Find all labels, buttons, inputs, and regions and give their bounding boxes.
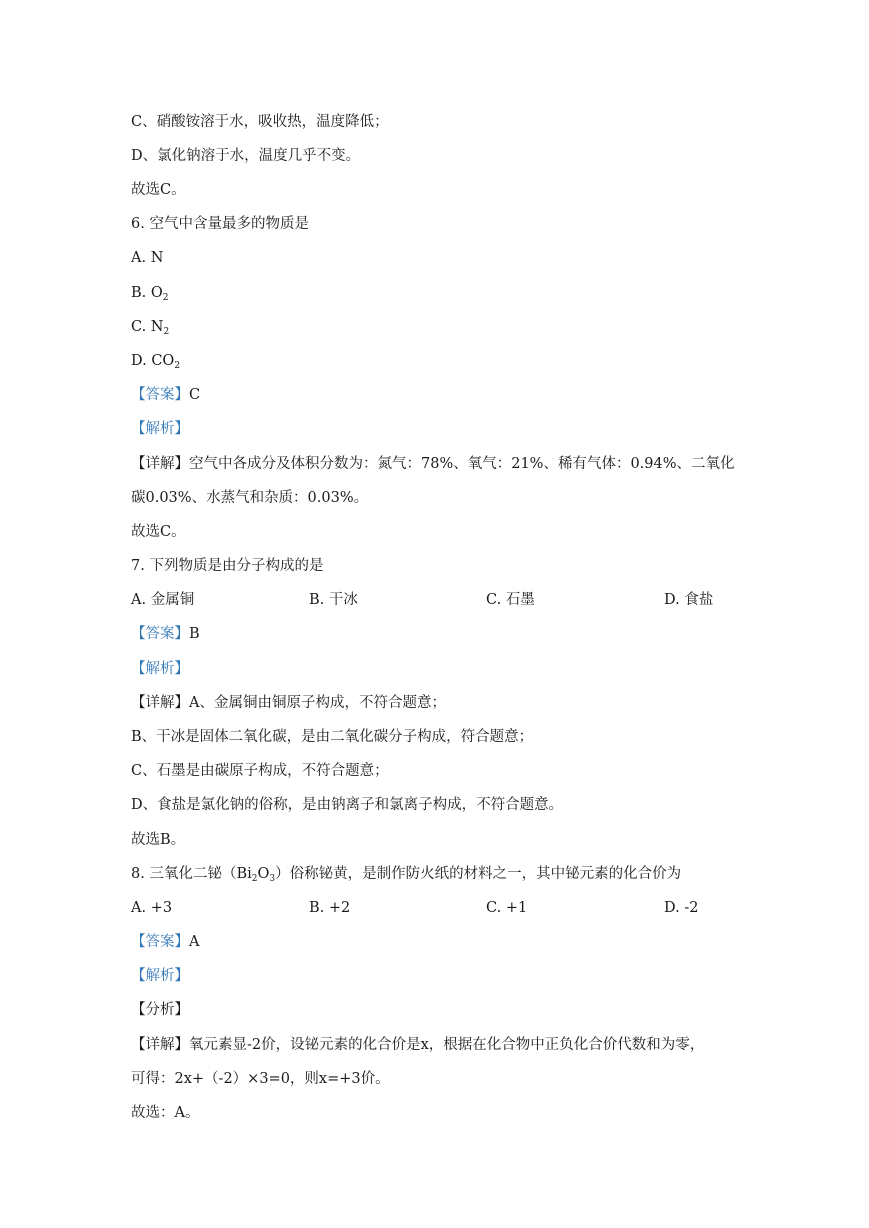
answer-value: A [189, 934, 200, 950]
option-7c: C. 石墨 [486, 592, 535, 608]
answer-tag: 【答案】 [131, 387, 189, 403]
question-text: ）俗称铋黄，是制作防火纸的材料之一，其中铋元素的化合价为 [275, 866, 682, 882]
option-text: D. CO [131, 353, 175, 369]
option-8a: A. +3 [131, 900, 173, 916]
subscript: 2 [163, 327, 170, 337]
subscript: 2 [251, 874, 258, 884]
detail-6 [131, 454, 735, 474]
answer-tag: 【答案】 [131, 934, 189, 950]
selection-8: 故选：A。 [131, 1105, 200, 1121]
option-6a: A. N [131, 250, 164, 266]
detail-tag: 【详解】 [131, 695, 189, 711]
option-text: C. N [131, 319, 164, 335]
detail-tag: 【详解】 [131, 1037, 189, 1053]
detail-7 [131, 693, 446, 713]
detail-8 [131, 1035, 704, 1055]
option-8d: D. -2 [664, 900, 699, 916]
detail-text: 空气中各成分及体积分数为：氮气：78%、氧气：21%、稀有气体：0.94%、二氧化 [189, 456, 735, 472]
detail-7-b: B、干冰是固体二氧化碳，是由二氧化碳分子构成，符合题意； [131, 729, 534, 745]
question-text: 8. 三氧化二铋（Bi [131, 866, 252, 882]
option-8c: C. +1 [486, 900, 528, 916]
detail-text: A、金属铜由铜原子构成，不符合题意； [189, 695, 446, 711]
option-7b: B. 干冰 [309, 592, 358, 608]
question-text: O [257, 866, 270, 882]
detail-tag: 【详解】 [131, 456, 189, 472]
analysis-6-tag: 【解析】 [131, 421, 189, 437]
option-6c [131, 317, 169, 342]
subscript: 2 [162, 293, 169, 303]
text-line: C、硝酸铵溶于水，吸收热，温度降低； [131, 114, 389, 130]
analysis-8-tag: 【解析】 [131, 968, 189, 984]
answer-value: C [189, 387, 201, 403]
analysis-7-tag: 【解析】 [131, 661, 189, 677]
option-7d: D. 食盐 [664, 592, 714, 608]
detail-7-c: C、石墨是由碳原子构成，不符合题意； [131, 763, 389, 779]
analysis-8-fenxi: 【分析】 [131, 1002, 189, 1018]
answer-tag: 【答案】 [131, 626, 189, 642]
question-6: 6. 空气中含量最多的物质是 [131, 216, 309, 232]
text-line: D、氯化钠溶于水，温度几乎不变。 [131, 148, 361, 164]
answer-6 [131, 385, 200, 405]
subscript: 3 [269, 874, 276, 884]
option-text: B. O [131, 285, 163, 301]
option-8b: B. +2 [309, 900, 351, 916]
subscript: 2 [174, 361, 181, 371]
selection-6: 故选C。 [131, 524, 186, 540]
answer-8 [131, 932, 199, 952]
option-6d [131, 351, 180, 376]
question-7: 7. 下列物质是由分子构成的是 [131, 558, 324, 574]
selection-7: 故选B。 [131, 832, 186, 848]
option-7a: A. 金属铜 [131, 592, 195, 608]
answer-value: B [189, 626, 200, 642]
text-line: 故选C。 [131, 182, 186, 198]
detail-6-cont: 碳0.03%、水蒸气和杂质：0.03%。 [131, 490, 369, 506]
option-6b [131, 283, 169, 308]
detail-8-cont: 可得：2x+（-2）×3=0，则x=+3价。 [131, 1071, 390, 1087]
answer-7 [131, 624, 200, 644]
detail-text: 氧元素显-2价，设铋元素的化合价是x，根据在化合物中正负化合价代数和为零， [189, 1037, 705, 1053]
question-8 [131, 864, 681, 889]
detail-7-d: D、食盐是氯化钠的俗称，是由钠离子和氯离子构成，不符合题意。 [131, 797, 564, 813]
